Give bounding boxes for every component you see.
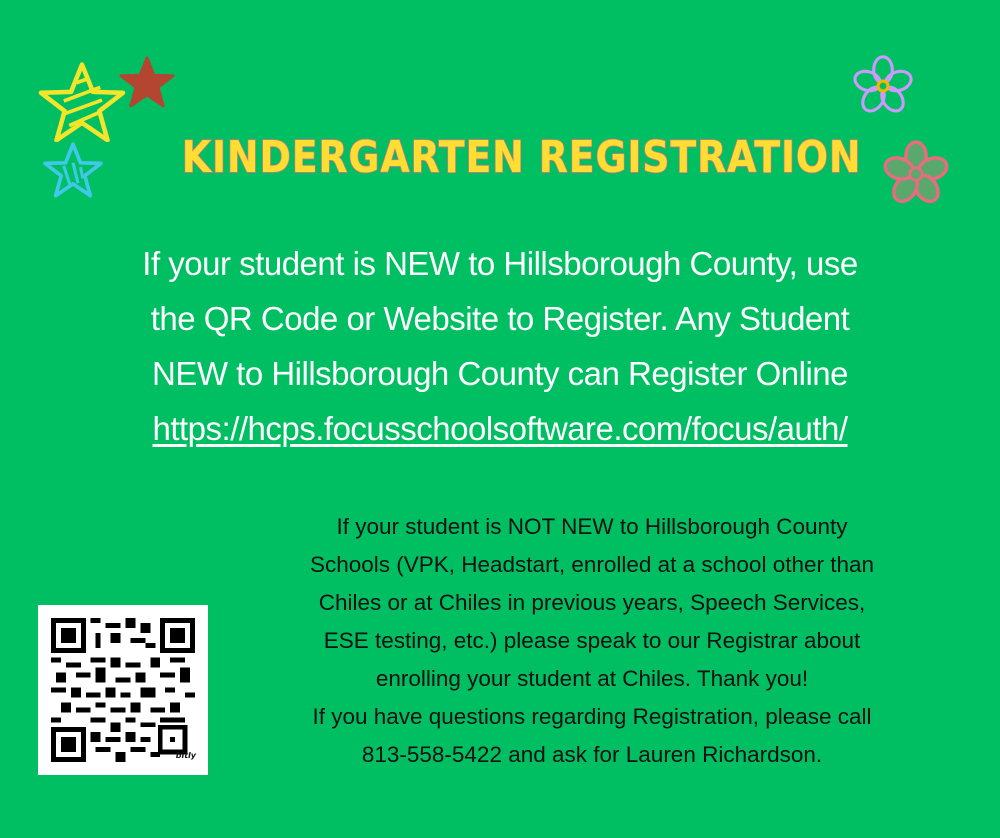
info-line: If your student is NOT NEW to Hillsborough County <box>336 514 848 539</box>
yellow-star-icon <box>36 60 128 142</box>
info-line: Chiles or at Chiles in previous years, Speech Services, <box>318 590 866 615</box>
registration-link[interactable]: https://hcps.focusschoolsoftware.com/focus/auth/ <box>152 410 848 447</box>
purple-flower-icon <box>852 55 914 117</box>
info-line: enrolling your student at Chiles. Thank you! <box>375 666 809 691</box>
red-star-icon <box>118 54 176 108</box>
info-line: If you have questions regarding Registration, please call <box>312 704 872 729</box>
info-line: ESE testing, etc.) please speak to our Registrar about <box>323 628 861 653</box>
instruction-line: the QR Code or Website to Register. Any Student <box>150 300 850 337</box>
blue-star-icon <box>42 140 104 198</box>
qr-code[interactable] <box>38 605 208 775</box>
page-title: KINDERGARTEN REGISTRATION <box>181 132 862 183</box>
contact-line: 813-558-5422 and ask for Lauren Richardson. <box>361 742 823 767</box>
returning-student-instructions <box>232 508 952 774</box>
qr-brand-label: bitly <box>175 751 196 760</box>
qr-code-icon <box>51 618 195 762</box>
new-student-instructions <box>40 236 960 456</box>
info-line: Schools (VPK, Headstart, enrolled at a school other than <box>309 552 875 577</box>
instruction-line: If your student is NEW to Hillsborough County, use <box>142 245 858 282</box>
instruction-line: NEW to Hillsborough County can Register Online <box>152 355 848 392</box>
pink-flower-icon <box>880 140 952 208</box>
